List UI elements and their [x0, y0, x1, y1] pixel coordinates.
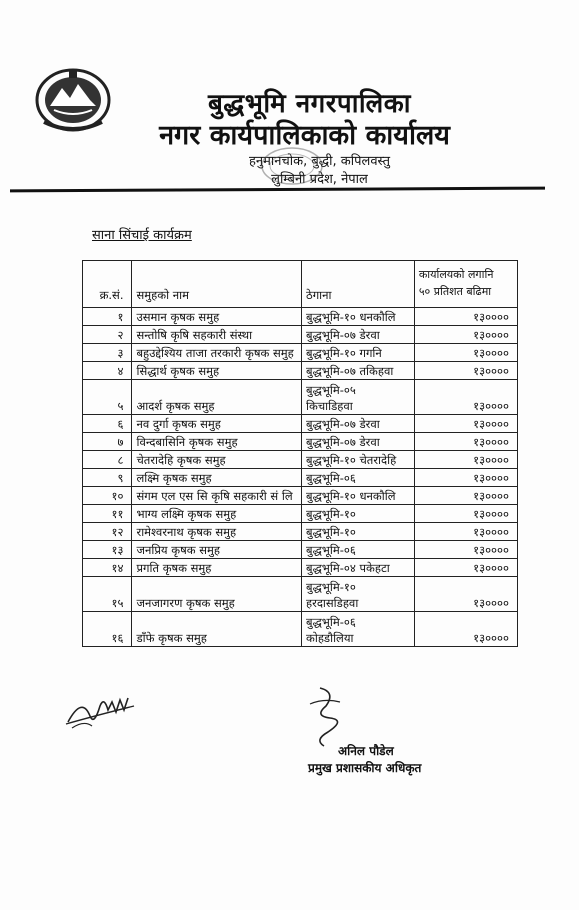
cell-name: सिद्धार्थ कृषक समुह	[132, 362, 302, 380]
cell-sn: १०	[83, 487, 132, 505]
cell-name: सन्तोषि कृषि सहकारी संस्था	[132, 326, 302, 344]
cell-sn: १४	[83, 559, 132, 577]
header-amount	[414, 261, 517, 308]
cell-amount: १३००००	[414, 380, 517, 415]
table-row	[83, 559, 518, 577]
cell-name: लक्ष्मि कृषक समुह	[132, 469, 302, 487]
cell-address: बुद्धभूमि-०४ पकेहटा	[302, 559, 415, 577]
cell-sn: १	[83, 308, 132, 326]
table-row	[83, 415, 518, 433]
cell-amount: १३००००	[414, 433, 517, 451]
cell-sn: ३	[83, 344, 132, 362]
table-row	[83, 308, 518, 326]
signatory-name: अनिल पौडेल	[338, 744, 394, 758]
header-address: ठेगाना	[302, 261, 415, 308]
cell-name: जनप्रिय कृषक समुह	[132, 541, 302, 559]
cell-amount: १३००००	[414, 326, 517, 344]
cell-address: बुद्धभूमि-०७ डेरवा	[302, 326, 415, 344]
office-title-municipality: बुद्धभूमि नगरपालिका	[208, 89, 411, 119]
section-title: साना सिंचाई कार्यक्रम	[92, 228, 192, 243]
cell-address-line1: बुद्धभूमि-०५	[306, 383, 356, 397]
office-address-line2: लुम्बिनी प्रदेश, नेपाल	[271, 172, 368, 187]
cell-address	[302, 577, 415, 612]
cell-address: बुद्धभूमि-१०	[302, 523, 415, 541]
cell-address: बुद्धभूमि-१० गगनि	[302, 344, 415, 362]
cell-amount: १३००००	[414, 523, 517, 541]
cell-address: बुद्धभूमि-१० धनकौलि	[302, 487, 415, 505]
cell-address: बुद्धभूमि-१०	[302, 505, 415, 523]
cell-name: संगम एल एस सि कृषि सहकारी सं लि	[132, 487, 302, 505]
cell-amount: १३००००	[414, 451, 517, 469]
office-stamp-icon	[260, 146, 324, 186]
cell-amount: १३००००	[414, 541, 517, 559]
cell-address: बुद्धभूमि-०७ डेरवा	[302, 433, 415, 451]
cell-name: रामेश्वरनाथ कृषक समुह	[132, 523, 302, 541]
cell-name: उसमान कृषक समुह	[132, 308, 302, 326]
cell-amount: १३००००	[414, 362, 517, 380]
cell-amount: १३००००	[414, 487, 517, 505]
header-divider	[10, 187, 545, 193]
signatory-title: प्रमुख प्रशासकीय अधिकृत	[308, 761, 422, 775]
cell-name: जनजागरण कृषक समुह	[132, 577, 302, 612]
table-row	[83, 469, 518, 487]
table-row	[83, 577, 518, 612]
cell-address-line1: बुद्धभूमि-१०	[306, 580, 356, 594]
signature-right-icon	[300, 684, 352, 748]
cell-amount: १३००००	[414, 612, 517, 647]
cell-address: बुद्धभूमि-१० चेतरादेहि	[302, 451, 415, 469]
table-row	[83, 523, 518, 541]
cell-amount: १३००००	[414, 344, 517, 362]
table-row	[83, 505, 518, 523]
cell-name: विन्दबासिनि कृषक समुह	[132, 433, 302, 451]
cell-address-line1: बुद्धभूमि-०६	[306, 615, 356, 629]
cell-sn: १३	[83, 541, 132, 559]
cell-sn: २	[83, 326, 132, 344]
cell-address: बुद्धभूमि-०६	[302, 469, 415, 487]
cell-sn: १६	[83, 612, 132, 647]
header-amount-line1: कार्यालयको लगानि	[418, 268, 494, 281]
cell-sn: १५	[83, 577, 132, 612]
header-name: समुहको नाम	[132, 261, 302, 308]
cell-address-line2: किचाडिहवा	[306, 399, 353, 413]
cell-address	[302, 380, 415, 415]
table-header-row	[83, 261, 518, 308]
signature-left-icon	[64, 686, 144, 730]
cell-address	[302, 612, 415, 647]
cell-address: बुद्धभूमि-०७ डेरवा	[302, 415, 415, 433]
program-table	[82, 260, 518, 647]
cell-name: चेतरादेहि कृषक समुह	[132, 451, 302, 469]
cell-sn: ४	[83, 362, 132, 380]
table-row	[83, 541, 518, 559]
cell-sn: ५	[83, 380, 132, 415]
cell-sn: ७	[83, 433, 132, 451]
table-row	[83, 362, 518, 380]
cell-sn: ११	[83, 505, 132, 523]
cell-name: आदर्श कृषक समुह	[132, 380, 302, 415]
table-row	[83, 487, 518, 505]
cell-amount: १३००००	[414, 308, 517, 326]
cell-sn: ९	[83, 469, 132, 487]
office-address-line1: हनुमानचोक, बुद्धी, कपिलवस्तु	[248, 154, 391, 169]
cell-address: बुद्धभूमि-१० धनकौलि	[302, 308, 415, 326]
table-row	[83, 380, 518, 415]
header-amount-line2: ५० प्रतिशत बढिमा	[418, 285, 492, 298]
table-row	[83, 344, 518, 362]
cell-name: डाँफे कृषक समुह	[132, 612, 302, 647]
cell-address: बुद्धभूमि-०६	[302, 541, 415, 559]
cell-address: बुद्धभूमि-०७ तकिहवा	[302, 362, 415, 380]
table-row	[83, 451, 518, 469]
cell-amount: १३००००	[414, 415, 517, 433]
cell-sn: ६	[83, 415, 132, 433]
table-row	[83, 612, 518, 647]
header-sn: क्र.सं.	[83, 261, 132, 308]
cell-name: बहुउद्देश्यिय ताजा तरकारी कृषक समुह	[132, 344, 302, 362]
cell-amount: १३००००	[414, 577, 517, 612]
cell-name: भाग्य लक्ष्मि कृषक समुह	[132, 505, 302, 523]
table-row	[83, 433, 518, 451]
table-row	[83, 326, 518, 344]
cell-amount: १३००००	[414, 469, 517, 487]
cell-address-line2: कोहडौलिया	[306, 631, 354, 645]
office-title-executive: नगर कार्यपालिकाको कार्यालय	[159, 120, 450, 151]
cell-name: प्रगति कृषक समुह	[132, 559, 302, 577]
cell-sn: १२	[83, 523, 132, 541]
cell-amount: १३००००	[414, 559, 517, 577]
cell-amount: १३००००	[414, 505, 517, 523]
cell-address-line2: हरदासडिहवा	[306, 596, 359, 610]
cell-sn: ८	[83, 451, 132, 469]
cell-name: नव दुर्गा कृषक समुह	[132, 415, 302, 433]
